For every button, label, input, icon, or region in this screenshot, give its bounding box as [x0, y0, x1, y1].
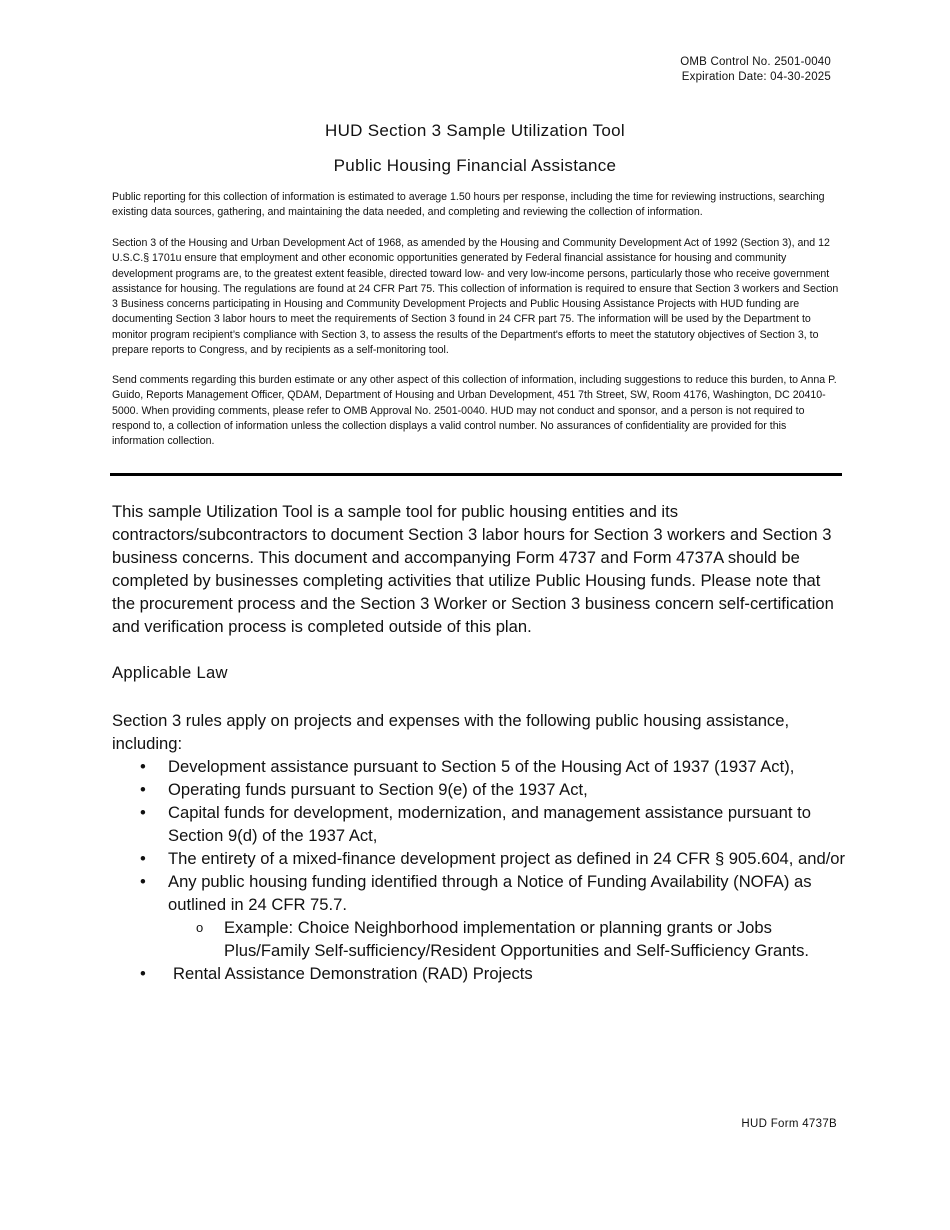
- comments-paragraph: Send comments regarding this burden estimate or any other aspect of this collection of information, including suggestions to reduce this burden, to Anna P. Guido, Reports Management Officer, QDAM, Department of Housing and Urban Development, 451 7th Street, SW, Room 4176, Washington, DC 20410-5000. When providing comments, please refer to OMB Approval No. 2501-0040. HUD may not conduct and sponsor, and a person is not required to respond to, a collection of information unless the collection displays a valid control number. No assurances of confidentiality are provided for this information collection.: [112, 374, 837, 448]
- list-item: [112, 962, 847, 985]
- list-item-text: Any public housing funding identified through a Notice of Funding Availability (NOFA) as outlined in 24 CFR 75.7.: [168, 872, 812, 914]
- sub-list-item-text: Example: Choice Neighborhood implementation or planning grants or Jobs Plus/Family Self-sufficiency/Resident Opportunities and Self-Sufficiency Grants.: [224, 918, 810, 960]
- list-item: [112, 870, 847, 962]
- list-item-text: Development assistance pursuant to Section 5 of the Housing Act of 1937 (1937 Act),: [168, 757, 795, 776]
- form-number: HUD Form 4737B: [741, 1118, 837, 1130]
- omb-control-number: OMB Control No. 2501-0040: [680, 56, 831, 68]
- list-item: [112, 778, 847, 801]
- intro-paragraph: This sample Utilization Tool is a sample tool for public housing entities and its contractors/subcontractors to document Section 3 labor hours for Section 3 workers and Section 3 business concerns. This document and accompanying Form 4737 and Form 4737A should be completed by businesses completing activities that utilize Public Housing funds. Please note that the procurement process and the Section 3 Worker or Section 3 business concern self-certification and verification process is completed outside of this plan.: [112, 502, 834, 636]
- list-item-text: Capital funds for development, modernization, and management assistance pursuant to Section 9(d) of the 1937 Act,: [168, 803, 811, 845]
- list-item: [112, 755, 847, 778]
- omb-control-block: [680, 55, 831, 85]
- section-divider: [110, 473, 842, 476]
- list-item: [112, 847, 847, 870]
- assistance-list: [112, 755, 847, 985]
- expiration-date: Expiration Date: 04-30-2025: [681, 71, 831, 83]
- list-item-text: Rental Assistance Demonstration (RAD) Projects: [173, 964, 533, 983]
- list-item-text: The entirety of a mixed-finance development project as defined in 24 CFR § 905.604, and/or: [168, 849, 846, 868]
- list-item: [112, 801, 847, 847]
- burden-statement-paragraph: Public reporting for this collection of information is estimated to average 1.50 hours per response, including the time for reviewing instructions, searching existing data sources, gathering, and maintaining the data needed, and completing and reviewing the collection of information.: [112, 191, 825, 219]
- sub-list-item: [168, 916, 847, 962]
- document-subtitle: Public Housing Financial Assistance: [333, 156, 617, 175]
- list-item-text: Operating funds pursuant to Section 9(e) of the 1937 Act,: [168, 780, 588, 799]
- document-title: HUD Section 3 Sample Utilization Tool: [325, 121, 625, 140]
- section3-purpose-paragraph: Section 3 of the Housing and Urban Development Act of 1968, as amended by the Housing and Community Development Act of 1992 (Section 3), and 12 U.S.C.§ 1701u ensure that employment and other economic opportunities generated by Federal financial assistance for housing and community development programs are, to the greatest extent feasible, directed toward low- and very low-income persons, particularly those who receive government assistance for housing. The regulations are found at 24 CFR Part 75. This collection of information is required to ensure that Section 3 workers and Section 3 Business concerns participating in Housing and Community Development Projects and Public Housing Assistance Projects with HUD funding are documenting Section 3 labor hours to meet the requirements of Section 3 found in 24 CFR part 75. The information will be used by the Department to monitor program recipient’s compliance with Section 3, to assess the results of the Department's efforts to meet the statutory objectives of Section 3, to prepare reports to Congress, and by recipients as a self-monitoring tool.: [112, 237, 839, 357]
- sub-list: [168, 916, 847, 962]
- applicable-law-intro: Section 3 rules apply on projects and expenses with the following public housing assistance, including:: [112, 711, 790, 753]
- applicable-law-heading: Applicable Law: [112, 663, 228, 682]
